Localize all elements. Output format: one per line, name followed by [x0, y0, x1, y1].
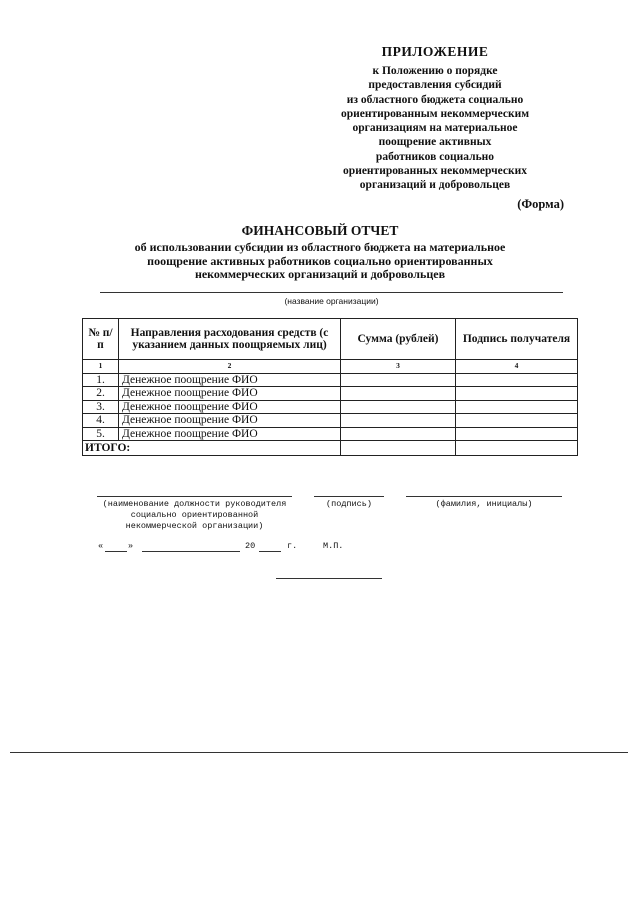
organization-name-line[interactable]	[100, 292, 563, 293]
page-bottom-divider	[10, 752, 628, 753]
column-numbers-row	[83, 360, 578, 374]
year-prefix: 20	[245, 541, 256, 551]
row-number: 2.	[83, 387, 119, 401]
position-line[interactable]	[97, 496, 292, 497]
column-number: 3	[341, 360, 456, 374]
row-number: 5.	[83, 427, 119, 441]
total-label: ИТОГО:	[83, 441, 341, 456]
appendix-title: ПРИЛОЖЕНИЕ	[381, 44, 489, 59]
row-number: 4.	[83, 414, 119, 428]
position-caption: (наименование должности руководителя социально ориентированной некоммерческой организации)	[102, 499, 287, 531]
column-number: 1	[83, 360, 119, 374]
fullname-line[interactable]	[406, 496, 562, 497]
row-sum-cell[interactable]	[341, 373, 456, 387]
row-sum-cell[interactable]	[341, 387, 456, 401]
row-signature-cell[interactable]	[456, 373, 578, 387]
report-table	[82, 318, 578, 456]
signature-caption: (подпись)	[326, 499, 372, 509]
total-sum-cell[interactable]	[341, 441, 456, 456]
row-number: 1.	[83, 373, 119, 387]
appendix-line: к Положению о порядке	[372, 65, 498, 77]
total-signature-cell	[456, 441, 578, 456]
row-direction: Денежное поощрение ФИО	[119, 373, 341, 387]
row-sum-cell[interactable]	[341, 414, 456, 428]
header-direction: Направления расходования средств (с указанием данных поощряемых лиц)	[119, 319, 341, 360]
form-label: (Форма)	[517, 197, 564, 211]
appendix-line: ориентированных некоммерческих	[343, 165, 527, 178]
report-subtitle	[70, 241, 570, 282]
extra-signature-line[interactable]	[276, 578, 382, 579]
appendix-line: поощрение активных	[378, 136, 492, 149]
table-row	[83, 373, 578, 387]
appendix-line: из областного бюджета социально	[346, 93, 524, 106]
header-sum: Сумма (рублей)	[341, 319, 456, 360]
table-header-row	[83, 319, 578, 360]
table-row	[83, 400, 578, 414]
table-row	[83, 427, 578, 441]
row-signature-cell[interactable]	[456, 400, 578, 414]
header-number: № п/п	[83, 319, 119, 360]
header-signature: Подпись получателя	[456, 319, 578, 360]
date-day-field[interactable]	[105, 551, 127, 552]
row-direction: Денежное поощрение ФИО	[119, 414, 341, 428]
column-number: 4	[456, 360, 578, 374]
appendix-line: ориентированным некоммерческим	[340, 107, 530, 120]
fullname-caption: (фамилия, инициалы)	[435, 499, 533, 509]
row-direction: Денежное поощрение ФИО	[119, 400, 341, 414]
date-close-quote: »	[128, 541, 134, 551]
stamp-label: М.П.	[323, 541, 344, 551]
row-sum-cell[interactable]	[341, 427, 456, 441]
date-open-quote: «	[98, 541, 104, 551]
date-year-field[interactable]	[259, 551, 281, 552]
subtitle-line: об использовании субсидии из областного бюджета на материальное	[134, 240, 506, 254]
row-number: 3.	[83, 400, 119, 414]
table-row	[83, 414, 578, 428]
date-month-field[interactable]	[142, 551, 240, 552]
row-direction: Денежное поощрение ФИО	[119, 387, 341, 401]
table-row	[83, 387, 578, 401]
appendix-description	[300, 64, 570, 193]
appendix-line: организаций и добровольцев	[359, 179, 511, 192]
total-row	[83, 441, 578, 456]
row-signature-cell[interactable]	[456, 427, 578, 441]
appendix-line: работников социально	[375, 150, 495, 163]
row-signature-cell[interactable]	[456, 414, 578, 428]
row-direction: Денежное поощрение ФИО	[119, 427, 341, 441]
report-title: ФИНАНСОВЫЙ ОТЧЕТ	[241, 223, 399, 238]
appendix-line: предоставления субсидий	[368, 79, 502, 92]
signature-line[interactable]	[314, 496, 384, 497]
subtitle-line: некоммерческих организаций и добровольцев	[194, 267, 446, 281]
year-suffix: г.	[287, 541, 298, 551]
organization-name-caption: (название организации)	[284, 296, 379, 306]
column-number: 2	[119, 360, 341, 374]
subtitle-line: поощрение активных работников социально ориентированных	[147, 253, 493, 268]
appendix-line: организациям на материальное	[352, 122, 518, 135]
row-signature-cell[interactable]	[456, 387, 578, 401]
row-sum-cell[interactable]	[341, 400, 456, 414]
